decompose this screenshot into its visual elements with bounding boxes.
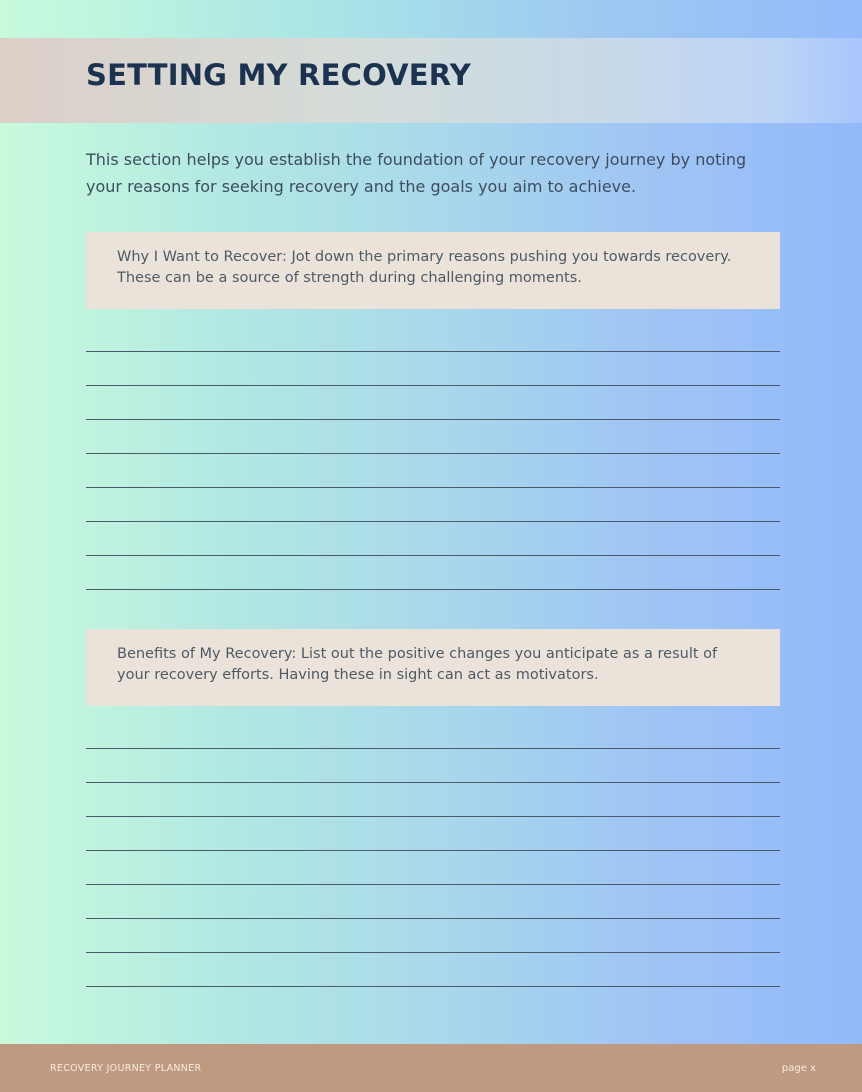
writing-line[interactable] — [86, 487, 780, 488]
page-title: SETTING MY RECOVERY — [86, 58, 471, 92]
prompt-text-benefits: Benefits of My Recovery: List out the positive changes you anticipate as a result of your recovery efforts. Having these in sight can act as motivators. — [117, 646, 718, 683]
writing-line[interactable] — [86, 555, 780, 556]
writing-line[interactable] — [86, 521, 780, 522]
writing-line[interactable] — [86, 952, 780, 953]
writing-line[interactable] — [86, 385, 780, 386]
prompt-text-why-recover: Why I Want to Recover: Jot down the primary reasons pushing you towards recovery. These can be a source of strength during challenging moments. — [117, 249, 732, 286]
writing-line[interactable] — [86, 850, 780, 851]
top-gradient-band — [0, 0, 862, 38]
writing-line[interactable] — [86, 986, 780, 987]
intro-paragraph: This section helps you establish the foundation of your recovery journey by noting your reasons for seeking recovery and the goals you aim to achieve. — [86, 150, 747, 196]
writing-line[interactable] — [86, 782, 780, 783]
writing-line[interactable] — [86, 816, 780, 817]
writing-line[interactable] — [86, 884, 780, 885]
footer-planner-title: RECOVERY JOURNEY PLANNER — [50, 1063, 202, 1074]
page-footer — [0, 1044, 862, 1092]
prompt-box-why-recover — [86, 232, 780, 309]
writing-line[interactable] — [86, 918, 780, 919]
writing-line[interactable] — [86, 453, 780, 454]
footer-page-number: page x — [781, 1063, 816, 1074]
writing-line[interactable] — [86, 351, 780, 352]
prompt-box-benefits — [86, 629, 780, 706]
writing-line[interactable] — [86, 748, 780, 749]
writing-line[interactable] — [86, 419, 780, 420]
writing-line[interactable] — [86, 589, 780, 590]
